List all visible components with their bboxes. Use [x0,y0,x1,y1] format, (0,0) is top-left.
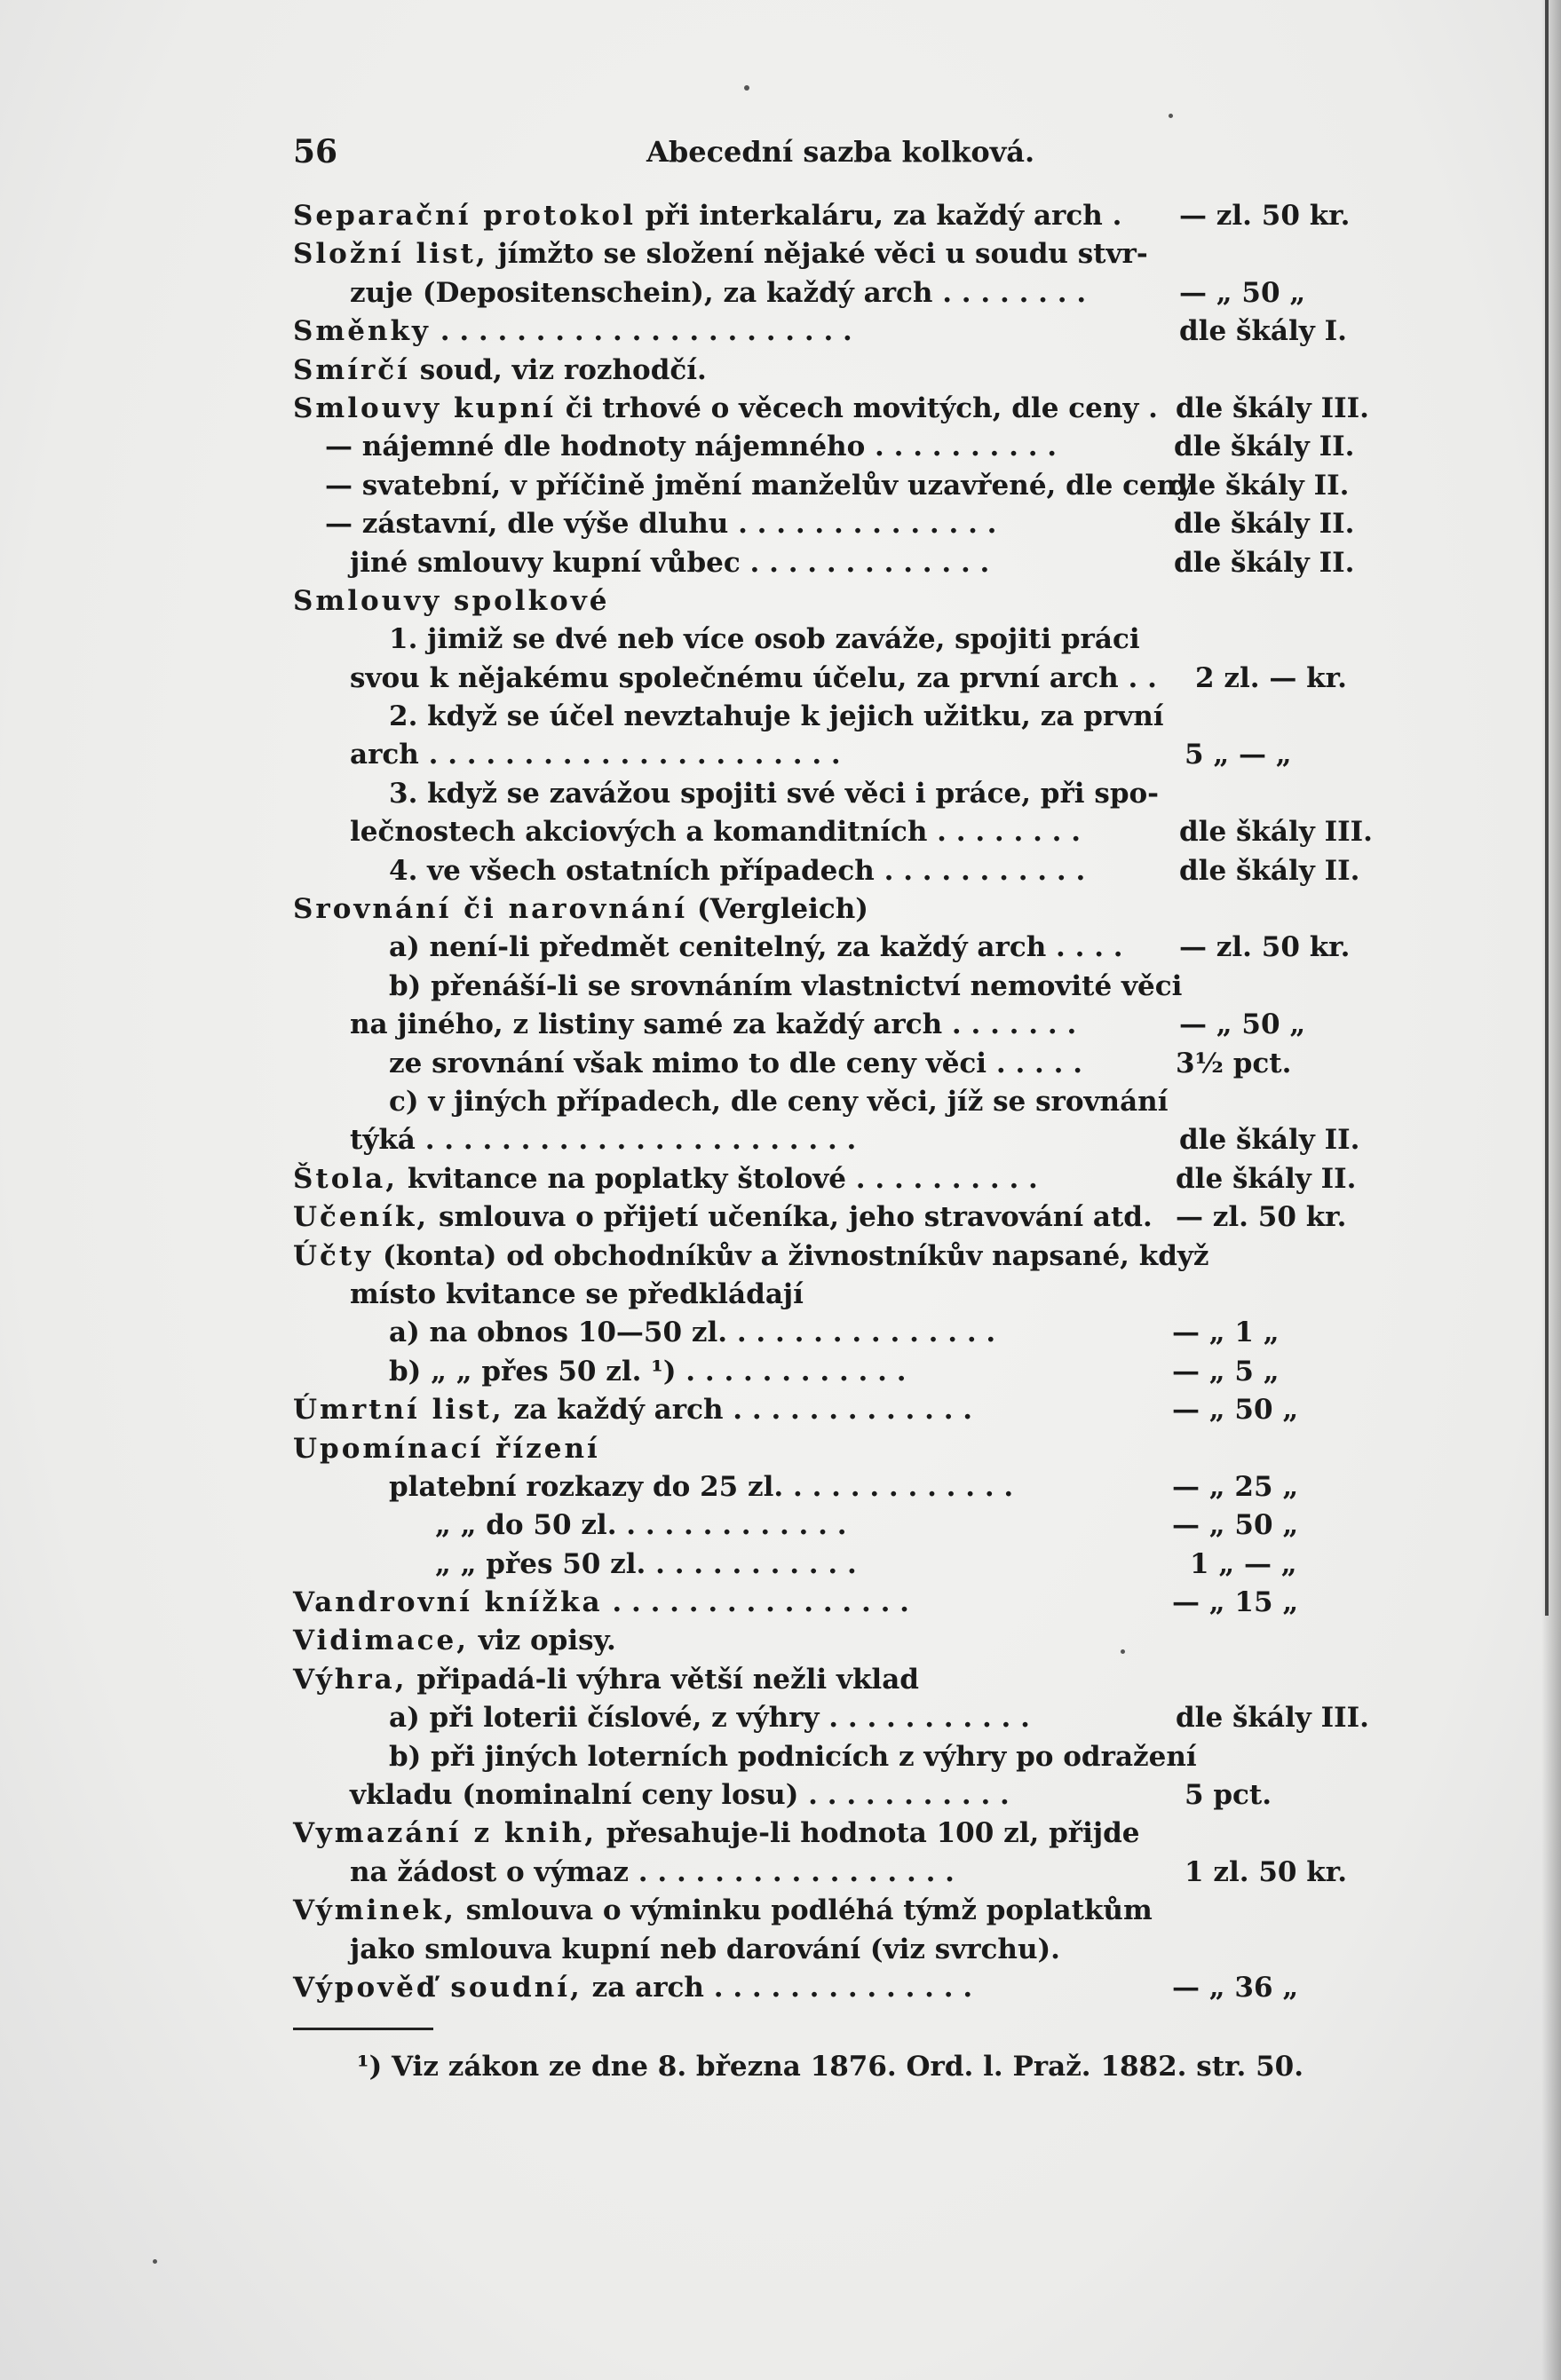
entry-line [293,1931,1359,1969]
entry-heading: Smlouvy kupní [293,391,557,424]
entry-heading: Výhra, [293,1663,408,1696]
entry-text: platební rozkazy do 25 zl. . . . . . . . . . . . . [389,1470,1014,1503]
footnote: ¹) Viz zákon ze dne 8. března 1876. Ord. l. Praž. 1882. str. 50. [357,2051,1304,2083]
entry-text: při interkaláru, za každý arch . [635,200,1122,232]
entry-line [293,660,1359,698]
entry-line [293,1160,1359,1198]
entry-text: a) na obnos 10—50 zl. . . . . . . . . . . . . . . [389,1317,996,1349]
entry-heading: Smlouvy spolkové [293,584,610,617]
fee-value: dle škály II. [1179,854,1360,887]
entry-heading: Štola, [293,1162,399,1195]
entry-text: b) při jiných loterních podnicích z výhry po odražení [389,1740,1197,1773]
entry-line [293,890,1359,929]
entry-text: b) „ „ přes 50 zl. ¹) . . . . . . . . . . . . [389,1355,907,1388]
entry-heading: Srovnání či narovnání [293,893,688,926]
fee-value: dle škály II. [1179,1124,1360,1157]
entry-line [293,1584,1359,1622]
fee-value: — „ 5 „ [1172,1355,1280,1388]
entry-heading: Úmrtní list, [293,1394,504,1427]
page-number: 56 [293,133,338,170]
entry-line [293,1622,1359,1660]
entry-text: svou k nějakému společnému účelu, za první arch . . [350,661,1157,694]
entry-line [293,813,1373,851]
entry-line [293,274,1359,312]
fee-value: dle škály II. [1176,1162,1357,1195]
entry-line [293,467,1359,505]
running-title: Abecední sazba kolková. [646,135,1035,169]
entry-text: jiné smlouvy kupní vůbec . . . . . . . . . . . . . [350,546,990,579]
entry-text: na žádost o výmaz . . . . . . . . . . . . . . . . . [350,1855,955,1888]
entry-text: či trhové o věcech movitých, dle ceny . [556,391,1158,424]
entry-heading: Vandrovní knížka [293,1586,603,1619]
entry-line [293,1198,1359,1237]
entry-line [293,736,1359,774]
entry-heading: Účty [293,1239,374,1272]
entry-line [293,1892,1359,1930]
fee-value: 5 pct. [1185,1779,1272,1812]
fee-value: dle škály I. [1179,315,1347,348]
entry-text: ze srovnání však mimo to dle ceny věci . . . . . [389,1047,1083,1079]
entry-line [293,1854,1359,1892]
entry-line [293,197,1359,235]
entry-text: b) přenáší-li se srovnáním vlastnictví nemovité věci [389,969,1183,1002]
fee-value: — zl. 50 kr. [1179,931,1351,964]
fee-value: — „ 50 „ [1172,1509,1299,1542]
entry-line [293,1391,1359,1429]
entry-line [293,1083,1359,1121]
entry-heading: Smírčí [293,353,410,386]
entry-line [293,1468,1359,1506]
entry-line [293,929,1359,967]
entry-line [293,1738,1359,1776]
entry-line [293,582,1359,621]
entry-text: přesahuje-li hodnota 100 zl, přijde [597,1817,1140,1850]
entry-line [293,1006,1359,1044]
entry-text: vkladu (nominalní ceny losu) . . . . . . . . . . . [350,1779,1010,1812]
entry-text: — nájemné dle hodnoty nájemného . . . . . . . . . . [325,431,1058,463]
entry-text: a) při loterii číslové, z výhry . . . . . . . . . . . [389,1702,1030,1735]
entry-heading: Učeník, [293,1201,430,1234]
fee-value: — „ 50 „ [1179,276,1306,309]
page-binding-edge [1545,0,1549,1616]
entry-line [293,544,1359,582]
fee-value: — „ 50 „ [1179,1008,1306,1041]
entry-text: na jiného, z listiny samé za každý arch . . . . . . . [350,1008,1077,1041]
entry-line [293,1430,1359,1468]
entry-text: jako smlouva kupní neb darování (viz svrchu). [350,1933,1060,1965]
entry-line [293,775,1359,813]
entry-text: za arch . . . . . . . . . . . . . . [582,1971,973,2004]
entry-line [293,852,1359,890]
entry-line [293,428,1359,466]
entry-line [293,1546,1359,1584]
fee-value: dle škály II. [1174,431,1355,463]
entry-text: smlouva o přijetí učeníka, jeho stravování atd. [429,1201,1153,1234]
entry-text: 3. když se zavážou spojiti své věci i práce, při spo- [389,777,1160,810]
entry-line [293,390,1369,428]
fee-value: dle škály III. [1176,391,1369,424]
entry-heading: Separační protokol [293,200,636,232]
entry-line [293,1506,1359,1545]
fee-value: dle škály III. [1176,1702,1369,1735]
fee-value: 5 „ — „ [1185,739,1292,771]
entry-text: arch . . . . . . . . . . . . . . . . . . . . . . [350,739,841,771]
page-header [293,133,1385,178]
fee-value: — zl. 50 kr. [1176,1201,1347,1234]
entry-text: — svatební, v příčině jmění manželův uzavřené, dle ceny [325,469,1193,502]
entry-text: místo kvitance se předkládají [350,1277,804,1310]
fee-value: — „ 50 „ [1172,1394,1299,1427]
fee-value: dle škály II. [1169,469,1350,502]
entry-text: viz opisy. [469,1625,616,1657]
fee-value: 1 zl. 50 kr. [1185,1855,1348,1888]
fee-value: 1 „ — „ [1190,1547,1297,1580]
entry-line [293,1045,1359,1083]
entry-text: (konta) od obchodníkův a živnostníkův napsané, když [373,1239,1209,1272]
entry-heading: Směnky [293,315,431,348]
entry-line [293,1121,1359,1159]
entry-line [293,1699,1369,1737]
entry-line [293,235,1359,273]
entry-text: 2. když se účel nevztahuje k jejich užitku, za první [389,700,1164,733]
fee-value: — „ 1 „ [1172,1317,1280,1349]
fee-value: dle škály II. [1174,546,1355,579]
entry-line [293,1353,1359,1391]
entry-text: kvitance na poplatky štolové . . . . . . . . . . [398,1162,1038,1195]
entry-text: „ „ přes 50 zl. . . . . . . . . . . . [435,1547,857,1580]
entry-heading: Vymazání z knih, [293,1817,598,1850]
fee-value: — „ 25 „ [1172,1470,1299,1503]
entry-line [293,352,1359,390]
entry-line [293,1276,1359,1314]
entry-line [293,1776,1359,1815]
entry-line [293,505,1359,543]
footnote-divider [293,2028,433,2030]
entry-text: zuje (Depositenschein), za každý arch . . . . . . . . [350,276,1087,309]
entry-text: připadá-li výhra větší nežli vklad [407,1663,919,1696]
entry-line [293,1237,1359,1276]
paper-speck [153,2259,157,2264]
paper-speck [744,85,749,91]
entry-line [293,968,1359,1006]
entry-text: — zástavní, dle výše dluhu . . . . . . . . . . . . . . [325,508,997,541]
entry-text: jímžto se složení nějaké věci u soudu stvr- [487,238,1148,271]
entry-line [293,698,1359,736]
entry-text: . . . . . . . . . . . . . . . . [602,1586,909,1619]
entry-line [293,621,1359,659]
entry-text: smlouva o výminku podléhá týmž poplatkům [456,1894,1153,1927]
entry-heading: Složní list, [293,238,488,271]
entry-text: (Vergleich) [687,893,868,926]
entry-text: 4. ve všech ostatních případech . . . . . . . . . . . [389,854,1086,887]
entry-text: lečnostech akciových a komanditních . . . . . . . . [350,816,1082,849]
fee-value: dle škály III. [1179,816,1373,849]
fee-value: 2 zl. — kr. [1195,661,1347,694]
entry-text: za každý arch . . . . . . . . . . . . . [503,1394,973,1427]
entry-text: c) v jiných případech, dle ceny věci, jíž se srovnání [389,1085,1169,1118]
entry-heading: Výminek, [293,1894,456,1927]
entry-text: týká . . . . . . . . . . . . . . . . . . . . . . . [350,1124,857,1157]
entry-heading: Výpověď soudní, [293,1971,582,2004]
fee-value: dle škály II. [1174,508,1355,541]
entry-heading: Upomínací řízení [293,1432,600,1465]
entry-heading: Vidimace, [293,1625,470,1657]
fee-value: — zl. 50 kr. [1179,200,1351,232]
entry-line [293,1661,1359,1699]
entry-text: 1. jimiž se dvé neb více osob zaváže, spojiti práci [389,623,1140,656]
fee-value: — „ 36 „ [1172,1971,1299,2004]
entry-text: soud, viz rozhodčí. [409,353,707,386]
entry-text: „ „ do 50 zl. . . . . . . . . . . . . [435,1509,847,1542]
entry-list [293,197,1373,2007]
entry-text: a) není-li předmět cenitelný, za každý arch . . . . [389,931,1123,964]
paper-speck [1169,114,1173,118]
fee-value: — „ 15 „ [1172,1586,1299,1619]
entry-text: . . . . . . . . . . . . . . . . . . . . . . [430,315,852,348]
entry-line [293,1314,1359,1352]
entry-line [293,1969,1359,2007]
entry-line [293,1815,1359,1853]
fee-value: 3½ pct. [1176,1047,1292,1079]
entry-line [293,312,1359,351]
